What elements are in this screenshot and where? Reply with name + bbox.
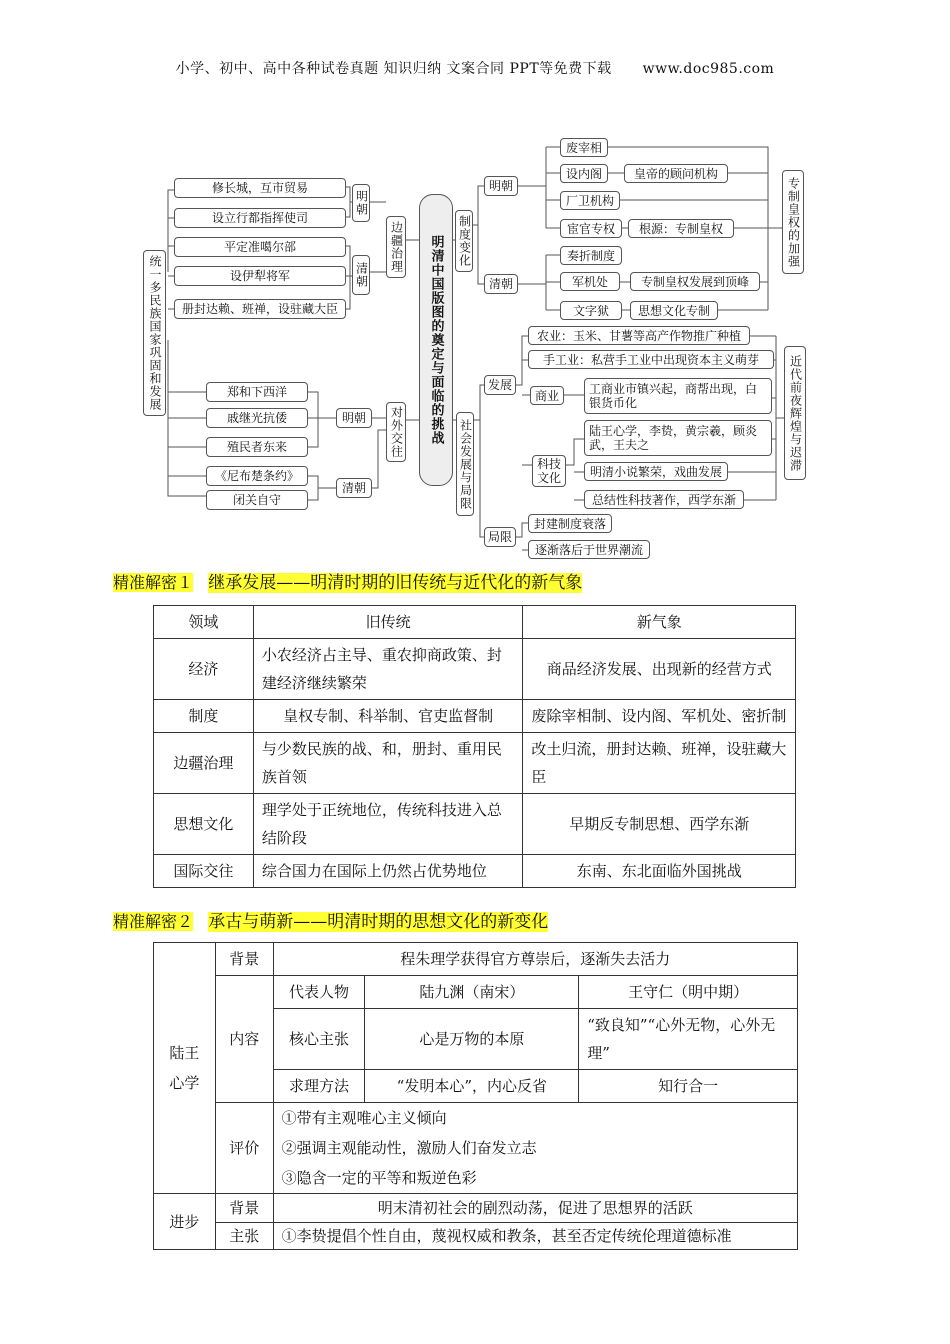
limit-label: 局限 [484, 527, 516, 547]
row-new: 东南、东北面临外国挑战 [523, 855, 796, 888]
mindmap-center: 明清中国版图的奠定与面临的挑战 [419, 194, 453, 486]
foreign-qing-label: 清朝 [336, 478, 372, 498]
foreign-qing-item: 《尼布楚条约》 [206, 466, 308, 486]
col-header: 旧传统 [253, 606, 523, 639]
row-new: 早期反专制思想、西学东渐 [523, 794, 796, 855]
method-b: 知行合一 [579, 1070, 798, 1103]
system-qing-item: 专制皇权发展到顶峰 [630, 272, 760, 291]
foreign-ming-item: 戚继光抗倭 [206, 408, 308, 428]
develop-culture-item: 陆王心学，李贽，黄宗羲，顾炎武，王夫之 [584, 420, 772, 456]
develop-handicraft: 手工业：私营手工业中出现资本主义萌芽 [528, 350, 774, 369]
row-old: 理学处于正统地位，传统科技进入总结阶段 [253, 794, 523, 855]
row-old: 综合国力在国际上仍然占优势地位 [253, 855, 523, 888]
section1-table [153, 605, 796, 888]
system-ming-item: 皇帝的顾问机构 [624, 164, 728, 183]
frontier-label: 边疆治理 [386, 216, 406, 278]
system-ming-item: 厂卫机构 [560, 191, 620, 210]
header-text: 小学、初中、高中各种试卷真题 知识归纳 文案合同 PPT等免费下载 [175, 61, 612, 77]
progress-bg: 明末清初社会的剧烈动荡，促进了思想界的活跃 [273, 1194, 797, 1223]
system-label: 制度变化 [455, 210, 473, 272]
table-row [154, 794, 796, 855]
row-field: 经济 [154, 639, 254, 700]
table-row [154, 700, 796, 733]
rep-b: 王守仁（明中期） [579, 976, 798, 1009]
progress-label: 进步 [154, 1194, 216, 1250]
system-qing-label: 清朝 [484, 274, 518, 294]
table-row [154, 855, 796, 888]
develop-culture-item: 总结性科技著作，西学东渐 [584, 490, 744, 509]
develop-label: 发展 [484, 375, 516, 395]
core-b: “致良知”“心外无物，心外无理” [579, 1009, 798, 1070]
develop-culture-label: 科技文化 [532, 455, 566, 487]
section1-heading: 继承发展——明清时期的旧传统与近代化的新气象 [208, 573, 583, 593]
eval-item: ③隐含一定的平等和叛逆色彩 [273, 1163, 797, 1194]
row-old: 与少数民族的战、和，册封、重用民族首领 [253, 733, 523, 794]
develop-culture-item: 明清小说繁荣，戏曲发展 [584, 462, 728, 481]
row-new: 改土归流，册封达赖、班禅，设驻藏大臣 [523, 733, 796, 794]
method-a: “发明本心”，内心反省 [365, 1070, 579, 1103]
system-qing-item: 思想文化专制 [630, 301, 718, 320]
lw-label: 陆王心学 [154, 943, 216, 1194]
limit-item: 逐渐落后于世界潮流 [528, 540, 650, 559]
develop-commerce-label: 商业 [530, 386, 564, 405]
method-label: 求理方法 [273, 1070, 365, 1103]
eval-label: 评价 [215, 1103, 273, 1194]
rep-a: 陆九渊（南宋） [365, 976, 579, 1009]
progress-bg-label: 背景 [215, 1194, 273, 1223]
eval-item: ②强调主观能动性，激励人们奋发立志 [273, 1133, 797, 1163]
frontier-ming-item: 修长城，互市贸易 [174, 178, 346, 198]
frontier-qing-label: 清朝 [352, 255, 370, 295]
foreign-label: 对外交往 [386, 402, 406, 462]
row-old: 小农经济占主导、重农抑商政策、封建经济继续繁荣 [253, 639, 523, 700]
row-field: 边疆治理 [154, 733, 254, 794]
section2-prefix: 精准解密２ [113, 912, 194, 931]
table-row [154, 639, 796, 700]
foreign-ming-item: 殖民者东来 [206, 437, 308, 457]
core-a: 心是万物的本原 [365, 1009, 579, 1070]
section2-table [153, 942, 798, 1250]
col-header: 领域 [154, 606, 254, 639]
row-new: 废除宰相制、设内阁、军机处、密折制 [523, 700, 796, 733]
section1-prefix: 精准解密１ [113, 573, 194, 592]
bg-text: 程朱理学获得官方尊崇后，逐渐失去活力 [273, 943, 797, 976]
row-field: 制度 [154, 700, 254, 733]
rep-label: 代表人物 [273, 976, 365, 1009]
frontier-ming-item: 设立行都指挥使司 [174, 208, 346, 228]
system-ming-item: 废宰相 [560, 138, 608, 157]
foreign-qing-item: 闭关自守 [206, 490, 308, 510]
foreign-ming-label: 明朝 [336, 408, 372, 428]
system-ming-item: 宦官专权 [560, 219, 622, 238]
header-url[interactable]: www.doc985.com [642, 61, 775, 77]
row-old: 皇权专制、科举制、官吏监督制 [253, 700, 523, 733]
core-label: 核心主张 [273, 1009, 365, 1070]
frontier-ming-label: 明朝 [352, 184, 370, 222]
system-ming-item: 设内阁 [560, 164, 608, 183]
system-qing-item: 文字狱 [560, 301, 622, 320]
row-field: 国际交往 [154, 855, 254, 888]
frontier-qing-item: 平定准噶尔部 [174, 237, 346, 257]
bg-label: 背景 [215, 943, 273, 976]
claim-text: ①李贽提倡个性自由，蔑视权威和教条，甚至否定传统伦理道德标准 [273, 1223, 797, 1250]
system-qing-item: 奏折制度 [560, 246, 622, 265]
frontier-qing-item: 册封达赖、班禅，设驻藏大臣 [174, 299, 346, 319]
foreign-ming-item: 郑和下西洋 [206, 382, 308, 402]
section1-title [113, 571, 582, 595]
system-qing-item: 军机处 [560, 272, 620, 291]
section2-title [113, 910, 548, 934]
table-header-row [154, 606, 796, 639]
develop-agri: 农业：玉米、甘薯等高产作物推广种植 [528, 326, 750, 345]
table-row [154, 733, 796, 794]
left-root: 统一多民族国家巩固和发展 [143, 250, 166, 416]
row-field: 思想文化 [154, 794, 254, 855]
row-new: 商品经济发展、出现新的经营方式 [523, 639, 796, 700]
content-label: 内容 [215, 976, 273, 1103]
eval-item: ①带有主观唯心主义倾向 [273, 1103, 797, 1134]
society-label: 社会发展与局限 [456, 412, 474, 516]
col-header: 新气象 [523, 606, 796, 639]
society-result: 近代前夜辉煌与迟滞 [784, 346, 806, 480]
frontier-qing-item: 设伊犁将军 [174, 266, 346, 286]
system-ming-label: 明朝 [484, 176, 518, 196]
limit-item: 封建制度衰落 [528, 514, 612, 533]
claim-label: 主张 [215, 1223, 273, 1250]
system-ming-item: 根源：专制皇权 [628, 219, 734, 238]
system-result: 专制皇权的加强 [782, 170, 804, 274]
develop-commerce: 工商业市镇兴起，商帮出现，白银货币化 [584, 378, 772, 414]
section2-heading: 承古与萌新——明清时期的思想文化的新变化 [208, 912, 549, 932]
